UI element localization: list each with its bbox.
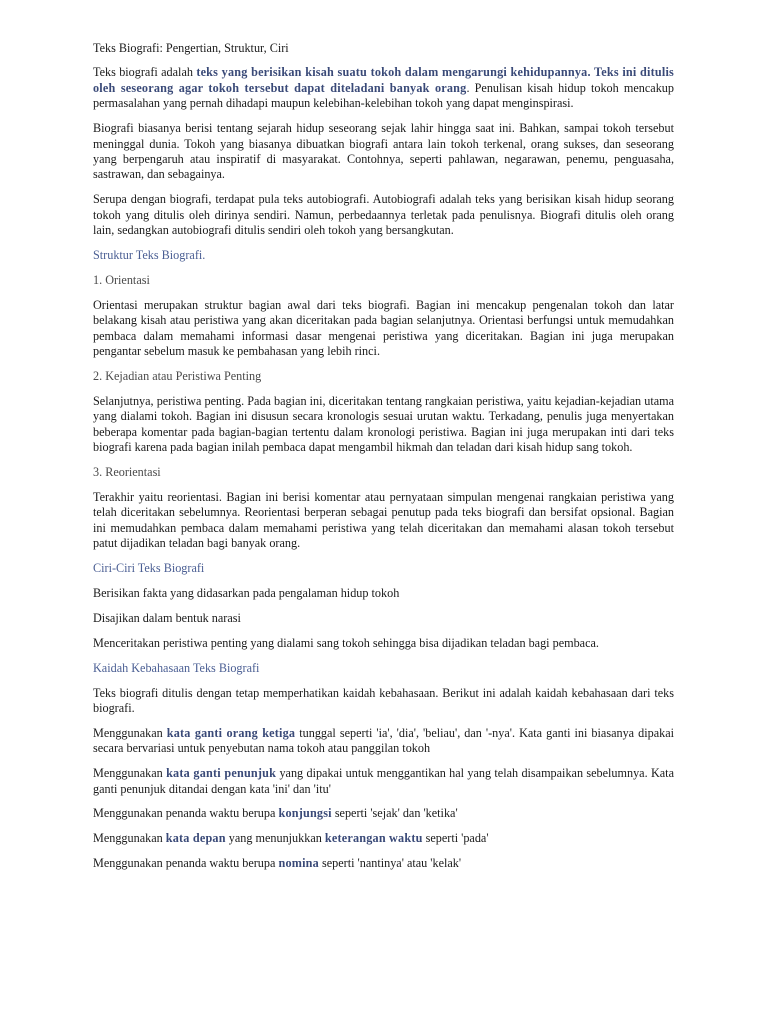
language-rules-intro: Teks biografi ditulis dengan tetap memperhatikan kaidah kebahasaan. Berikut ini adalah kaidah kebahasaan dari teks biografi.	[93, 685, 674, 715]
highlighted-term: kata ganti orang ketiga	[166, 725, 296, 740]
characteristic-item: Disajikan dalam bentuk narasi	[93, 610, 241, 625]
reorientation-paragraph: Terakhir yaitu reorientasi. Bagian ini berisi komentar atau pernyataan simpulan mengenai rangkaian peristiwa yang telah diceritakan sebelumnya. Reorientasi berperan sebagai penutup pada teks biografi dan bersifat opsional. Bagian ini memudahkan pembaca dalam memahami peristiwa yang telah diceritakan dan memahami alasan tokoh tersebut patut dijadikan teladan bagi banyak orang.	[93, 489, 674, 551]
events-paragraph: Selanjutnya, peristiwa penting. Pada bagian ini, diceritakan tentang rangkaian peristiwa, yaitu kejadian-kejadian utama yang dialami tokoh. Bagian ini disusun secara kronologis sesuai urutan waktu. Terkadang, penulis juga menyertakan beberapa komentar pada bagian-bagian tertentu dalam kronologi peristiwa. Bagian ini juga merupakan inti dari teks biografi karena pada bagian inilah pembaca dapat mengambil hikmah dan teladan dari kisah hidup sang tokoh.	[93, 393, 674, 455]
text-run: seperti 'nantinya' atau 'kelak'	[318, 856, 462, 871]
text-run: . Penulisan kisah hidup tokoh mencakup permasalahan yang pernah dihadapi maupun kelebihan-kelebihan tokoh yang dapat menginspirasi.	[93, 80, 674, 111]
text-run: Menggunakan penanda waktu berupa	[93, 856, 279, 871]
characteristic-item: Menceritakan peristiwa penting yang dialami sang tokoh sehingga bisa dijadikan teladan bagi pembaca.	[93, 635, 599, 650]
text-run: Menggunakan	[93, 725, 167, 740]
document-content	[93, 41, 674, 881]
highlighted-term: kata ganti penunjuk	[166, 766, 277, 781]
text-run: seperti 'pada'	[422, 831, 489, 846]
text-run: seperti 'sejak' dan 'ketika'	[331, 806, 458, 821]
orientation-paragraph: Orientasi merupakan struktur bagian awal dari teks biografi. Bagian ini mencakup pengenalan tokoh dan latar belakang kisah atau peristiwa yang akan diceritakan pada bagian selanjutnya. Orientasi berfungsi untuk memudahkan pembaca dalam memahami informasi dasar mengenai peristiwa yang diceritakan. Bagian ini juga merupakan pengantar sebelum masuk ke pembahasan yang lebih rinci.	[93, 297, 674, 358]
highlighted-term: konjungsi	[278, 806, 332, 821]
highlighted-term: nomina	[278, 856, 319, 871]
text-run: Teks biografi adalah	[93, 65, 197, 80]
reorientation-subheading: 3. Reorientasi	[93, 464, 161, 479]
text-run: Menggunakan penanda waktu berupa	[93, 806, 279, 821]
text-run: Menggunakan	[93, 831, 166, 846]
events-subheading: 2. Kejadian atau Peristiwa Penting	[93, 368, 262, 383]
text-run: tunggal seperti 'ia', 'dia', 'beliau', dan '-nya'. Kata ganti ini biasanya dipakai secara bervariasi untuk penyebutan nama tokoh atau panggilan tokoh	[93, 725, 674, 756]
language-rule-2	[93, 766, 674, 797]
language-rule-3	[93, 806, 674, 821]
structure-heading: Struktur Teks Biografi.	[93, 247, 206, 262]
characteristic-item: Berisikan fakta yang didasarkan pada pengalaman hidup tokoh	[93, 585, 400, 600]
highlighted-term: keterangan waktu	[324, 831, 423, 846]
text-run: Menggunakan	[93, 766, 167, 781]
document-title: Teks Biografi: Pengertian, Struktur, Ciri	[93, 41, 289, 55]
highlighted-definition: teks yang berisikan kisah suatu tokoh dalam mengarungi kehidupannya. Teks ini ditulis oleh seseorang agar tokoh tersebut dapat diteladani banyak orang	[93, 65, 674, 95]
language-rule-1	[93, 726, 674, 757]
language-rule-5	[93, 856, 674, 871]
language-rules-heading: Kaidah Kebahasaan Teks Biografi	[93, 660, 260, 675]
text-run: yang dipakai untuk menggantikan hal yang telah disampaikan sebelumnya. Kata ganti penunjuk ditandai dengan kata 'ini' dan 'itu'	[93, 766, 674, 796]
characteristics-heading: Ciri-Ciri Teks Biografi	[93, 560, 205, 575]
highlighted-term: kata depan	[165, 831, 226, 846]
intro-paragraph-1	[93, 65, 674, 111]
intro-paragraph-3: Serupa dengan biografi, terdapat pula teks autobiografi. Autobiografi adalah teks yang berisikan kisah hidup seorang tokoh yang ditulis oleh dirinya sendiri. Namun, perbedaannya terletak pada penulisnya. Biografi ditulis oleh orang lain, sedangkan autobiografi ditulis sendiri oleh tokoh yang bersangkutan.	[93, 192, 674, 238]
orientation-subheading: 1. Orientasi	[93, 272, 150, 287]
intro-paragraph-2: Biografi biasanya berisi tentang sejarah hidup seseorang sejak lahir hingga saat ini. Bahkan, sampai tokoh tersebut meninggal dunia. Tokoh yang biasanya dibuatkan biografi antara lain tokoh terkenal, orang sukses, dan seseorang yang berpengaruh atau inspiratif di masyarakat. Contohnya, seperti pahlawan, negarawan, penemu, penguasaha, sastrawan, dan sebagainya.	[93, 121, 674, 182]
language-rule-4	[93, 831, 674, 846]
text-run: yang menunjukkan	[225, 831, 325, 846]
